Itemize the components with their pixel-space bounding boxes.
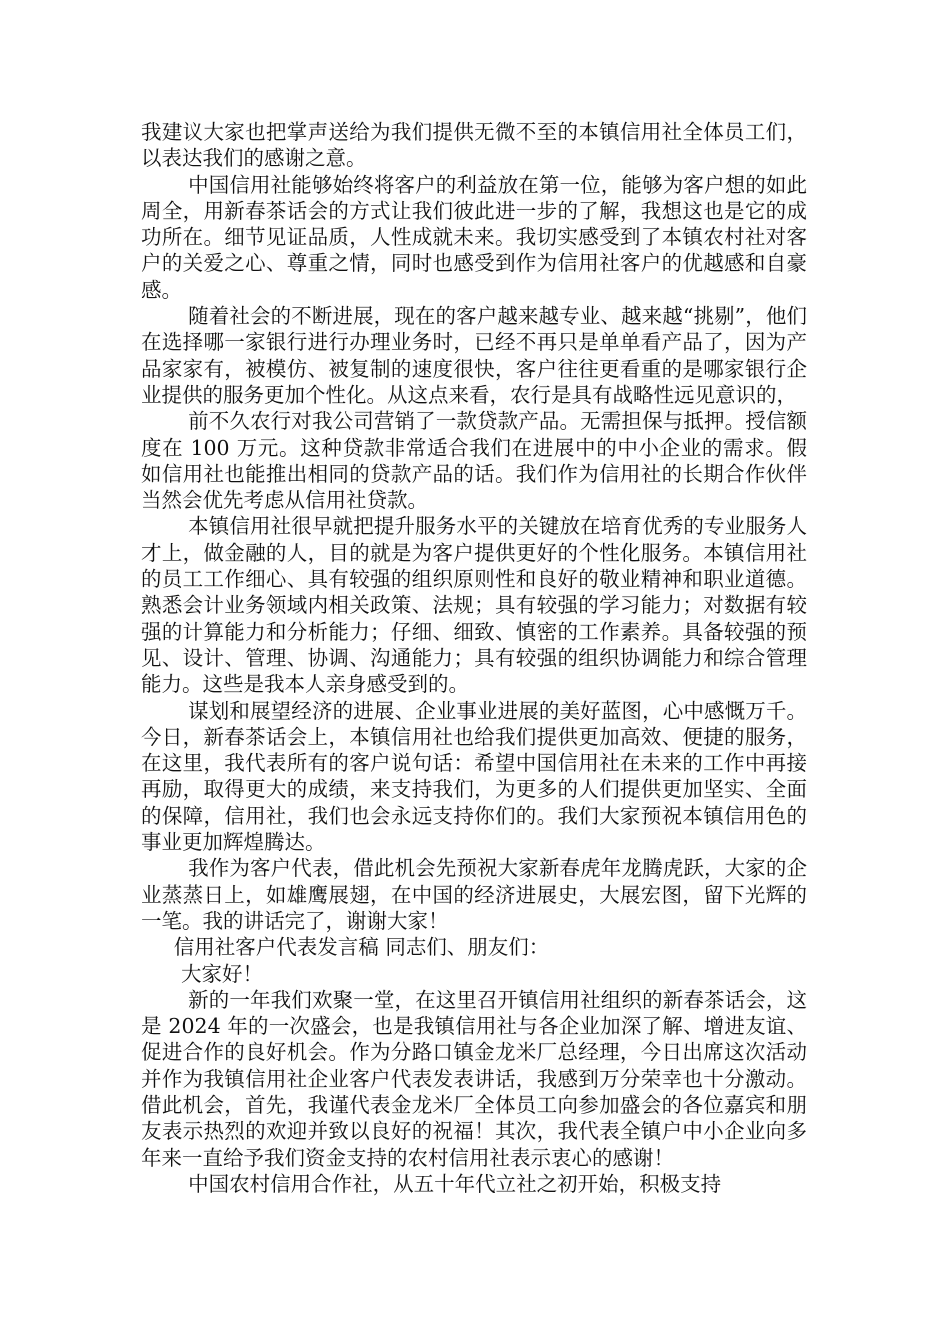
paragraph: 我建议大家也把掌声送给为我们提供无微不至的本镇信用社全体员工们，以表达我们的感谢之意。 — [141, 120, 807, 171]
paragraph: 本镇信用社很早就把提升服务水平的关键放在培育优秀的专业服务人才上，做金融的人，目的就是为客户提供更好的个性化服务。本镇信用社的员工工作细心、具有较强的组织原则性和良好的敬业精神和职业道德。熟悉会计业务领域内相关政策、法规；具有较强的学习能力；对数据有较强的计算能力和分析能力；仔细、细致、慎密的工作素养。具备较强的预见、设计、管理、协调、沟通能力；具有较强的组织协调能力和综合管理能力。这些是我本人亲身感受到的。 — [141, 514, 807, 697]
speech-heading: 信用社客户代表发言稿 同志们、朋友们： — [173, 935, 550, 960]
paragraph: 我作为客户代表，借此机会先预祝大家新春虎年龙腾虎跃，大家的企业蒸蒸日上，如雄鹰展翅，在中国的经济进展史，大展宏图，留下光辉的一笔。我的讲话完了，谢谢大家！ — [141, 856, 807, 933]
document-body — [141, 119, 807, 1197]
paragraph: 谋划和展望经济的进展、企业事业进展的美好蓝图，心中感慨万千。今日，新春茶话会上，本镇信用社也给我们提供更加高效、便捷的服务，在这里，我代表所有的客户说句话：希望中国信用社在未来的工作中再接再励，取得更大的成绩，来支持我们，为更多的人们提供更加坚实、全面的保障，信用社，我们也会永远支持你们的。我们大家预祝本镇信用色的事业更加辉煌腾达。 — [141, 698, 807, 855]
paragraph: 中国信用社能够始终将客户的利益放在第一位，能够为客户想的如此周全，用新春茶话会的方式让我们彼此进一步的了解，我想这也是它的成功所在。细节见证品质，人性成就未来。我切实感受到了本镇农村社对客户的关爱之心、尊重之情，同时也感受到作为信用社客户的优越感和自豪感。 — [141, 172, 807, 302]
greeting: 大家好！ — [180, 961, 263, 986]
paragraph: 新的一年我们欢聚一堂，在这里召开镇信用社组织的新春茶话会，这是 2024 年的一次盛会，也是我镇信用社与各企业加深了解、增进友谊、促进合作的良好机会。作为分路口镇金龙米厂总经理，今日出席这次活动并作为我镇信用社企业客户代表发表讲话，我感到万分荣幸也十分激动。借此机会，首先，我谨代表金龙米厂全体员工向参加盛会的各位嘉宾和朋友表示热烈的欢迎并致以良好的祝福！其次，我代表全镇户中小企业向多年来一直给予我们资金支持的农村信用社表示衷心的感谢！ — [141, 987, 807, 1170]
paragraph: 中国农村信用合作社，从五十年代立社之初开始，积极支持 — [188, 1171, 722, 1196]
paragraph: 前不久农行对我公司营销了一款贷款产品。无需担保与抵押。授信额度在 100 万元。这种贷款非常适合我们在进展中的中小企业的需求。假如信用社也能推出相同的贷款产品的话。我们作为信用社的长期合作伙伴当然会优先考虑从信用社贷款。 — [141, 409, 807, 513]
paragraph: 随着社会的不断进展，现在的客户越来越专业、越来越“挑剔”，他们在选择哪一家银行进行办理业务时，已经不再只是单单看产品了，因为产品家家有，被模仿、被复制的速度很快，客户往往更看重的是哪家银行企业提供的服务更加个性化。从这点来看，农行是具有战略性远见意识的， — [141, 304, 807, 407]
